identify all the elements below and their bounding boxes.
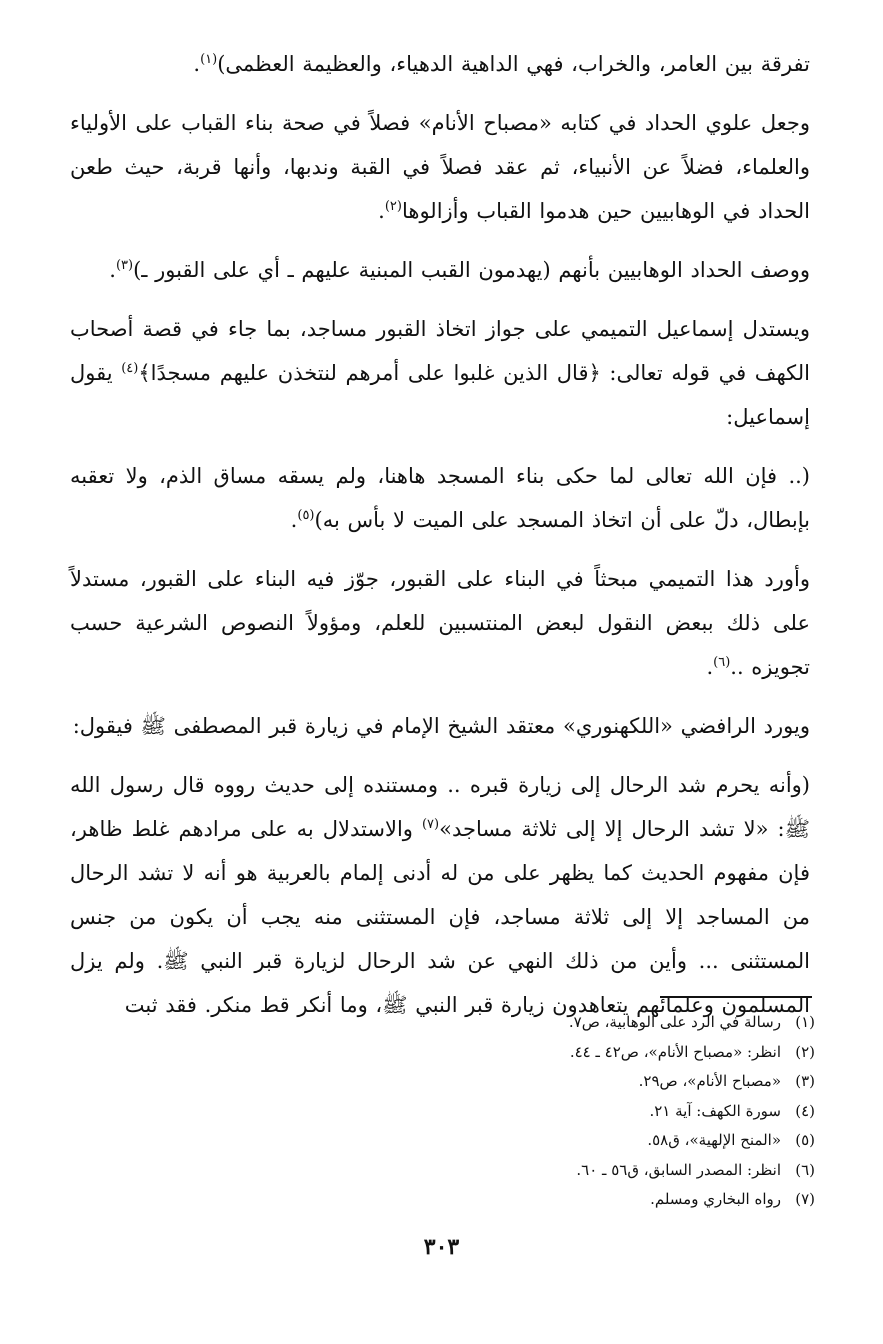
footnotes-list: [395, 1008, 815, 1215]
footnote-number: (٥): [795, 1131, 815, 1149]
paragraph-text: ويستدل إسماعيل التميمي على جواز اتخاذ القبور مساجد، بما جاء في قصة أصحاب الكهف في قوله تعالى: ﴿قال الذين غلبوا على أمرهم لنتخذن عليهم مسجدًا﴾: [70, 317, 811, 385]
footnote-3: [395, 1067, 815, 1097]
footnote-number: (٢): [795, 1042, 815, 1061]
paragraph-tail: .: [706, 655, 714, 679]
footnote-text: رسالة في الرد على الوهابية، ص٧.: [568, 1013, 781, 1031]
paragraph-tail: .: [193, 52, 201, 76]
footnote-number: (١): [795, 1013, 815, 1031]
paragraph-tail: والاستدلال به على مرادهم غلط ظاهر، فإن مفهوم الحديث كما يظهر على من له أدنى إلمام بالعربية هو أنه لا تشد الرحال من المساجد إلا إلى ثلاثة مساجد، فإن المستثنى منه يجب أن يكون من جنس المستثنى ... وأين من ذلك النهي عن شد الرحال لزيارة قبر النبي ﷺ. ولم يزل المسلمون وعلمائهم يتعاهدون زيارة قبر النبي ﷺ، وما أنكر قط منكر. فقد ثبت: [70, 817, 810, 1017]
paragraph-7: [70, 704, 810, 748]
footnote-separator: [660, 996, 812, 998]
paragraph-3: [70, 248, 810, 292]
page-number: ٣٠٣: [423, 1234, 460, 1260]
paragraph-tail: .: [378, 199, 385, 223]
paragraph-8: [70, 763, 810, 1027]
footnote-7: [395, 1185, 815, 1215]
paragraph-4: [70, 307, 810, 439]
footnote-ref: (٤): [121, 361, 139, 376]
footnote-text: «مصباح الأنام»، ص٢٩.: [638, 1072, 781, 1090]
footnote-ref: (٦): [713, 655, 731, 670]
paragraph-tail: .: [109, 258, 116, 282]
footnote-ref: (١): [200, 52, 218, 67]
body-text: [70, 42, 810, 1042]
paragraph-text: ووصف الحداد الوهابيين بأنهم (يهدمون القبب المبنية عليهم ـ أي على القبور ـ): [133, 258, 810, 282]
paragraph-tail: .: [290, 508, 298, 532]
footnote-number: (٦): [795, 1160, 815, 1179]
footnote-2: [395, 1038, 815, 1068]
footnote-4: [395, 1097, 815, 1127]
footnote-text: انظر: «مصباح الأنام»، ص٤٢ ـ ٤٤.: [569, 1042, 781, 1061]
paragraph-5: [70, 454, 810, 542]
footnote-6: [395, 1156, 815, 1186]
footnote-text: «المنح الإلهية»، ق٥٨.: [647, 1131, 781, 1149]
paragraph-text: تفرقة بين العامر، والخراب، فهي الداهية الدهياء، والعظيمة العظمى): [217, 52, 810, 76]
paragraph-text: (.. فإن الله تعالى لما حكى بناء المسجد هاهنا، ولم يسقه مساق الذم، ولا تعقبه بإبطال، دلّ على أن اتخاذ المسجد على الميت لا بأس به): [70, 464, 810, 532]
footnote-text: انظر: المصدر السابق، ق٥٦ ـ ٦٠.: [576, 1160, 781, 1179]
paragraph-tail: يقول إسماعيل:: [70, 361, 810, 429]
footnote-ref: (٥): [297, 508, 315, 523]
footnote-ref: (٣): [115, 258, 134, 273]
paragraph-2: [70, 101, 810, 233]
footnote-text: سورة الكهف: آية ٢١.: [649, 1101, 781, 1120]
paragraph-text: (وأنه يحرم شد الرحال إلى زيارة قبره .. ومستنده إلى حديث رووه قال رسول الله ﷺ: «لا تشد الرحال إلا إلى ثلاثة مساجد»: [70, 773, 810, 841]
footnote-ref: (٧): [421, 817, 440, 832]
footnote-number: (٣): [795, 1072, 815, 1090]
paragraph-6: [70, 557, 810, 689]
paragraph-text: وجعل علوي الحداد في كتابه «مصباح الأنام» فصلاً في صحة بناء القباب على الأولياء والعلماء، فضلاً عن الأنبياء، ثم عقد فصلاً في القبة وندبها، وأنها قربة، حيث طعن الحداد في الوهابيين حين هدموا القباب وأزالوها: [70, 111, 811, 223]
footnote-number: (٧): [795, 1190, 815, 1208]
footnote-number: (٤): [795, 1101, 815, 1120]
paragraph-text: ويورد الرافضي «اللكهنوري» معتقد الشيخ الإمام في زيارة قبر المصطفى ﷺ فيقول:: [72, 714, 810, 738]
paragraph-1: [70, 42, 810, 86]
footnote-ref: (٢): [384, 199, 402, 214]
footnote-1: [395, 1008, 815, 1038]
paragraph-text: وأورد هذا التميمي مبحثاً في البناء على القبور، جوّز فيه البناء على القبور، مستدلاً على ذلك ببعض النقول لبعض المنتسبين للعلم، ومؤولاً النصوص الشرعية حسب تجويزه ..: [70, 567, 810, 679]
footnote-5: [395, 1126, 815, 1156]
footnote-text: رواه البخاري ومسلم.: [650, 1190, 781, 1208]
